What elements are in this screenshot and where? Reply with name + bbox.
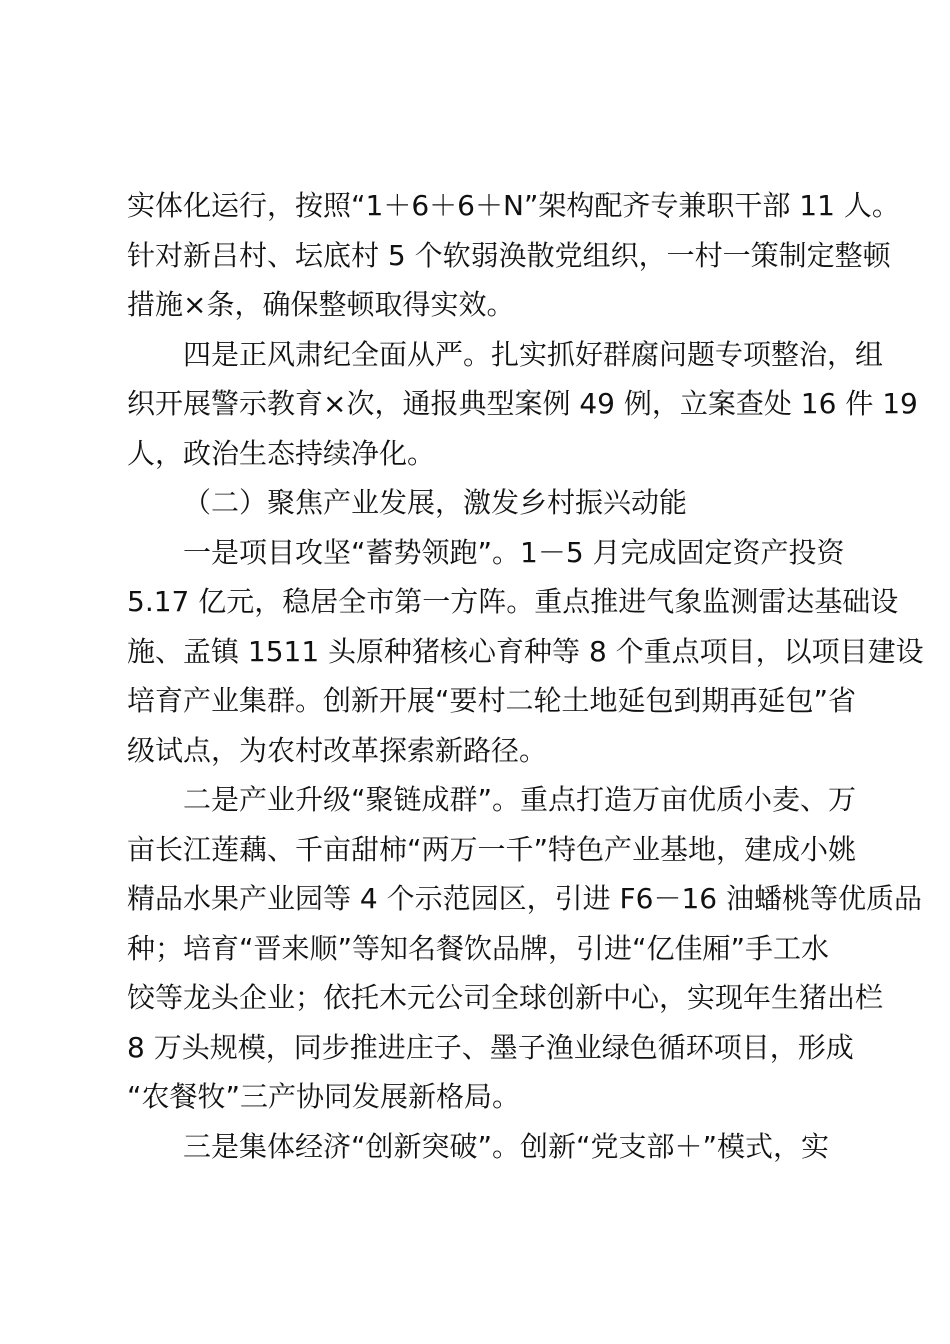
text-line: 实体化运行，按照“1＋6＋6＋N”架构配齐专兼职干部 11 人。 xyxy=(127,189,900,222)
paragraph-heading-line: 一是项目攻坚“蓄势领跑”。1－5 月完成固定资产投资 xyxy=(183,535,845,569)
text-line: 精品水果产业园等 4 个示范园区，引进 F6－16 油蟠桃等优质品 xyxy=(127,882,922,915)
paragraph-heading-line: 四是正风肃纪全面从严。扎实抓好群腐问题专项整治，组 xyxy=(183,337,884,371)
text-line: 种；培育“晋来顺”等知名餐饮品牌，引进“亿佳厢”手工水 xyxy=(127,931,830,965)
paragraph-heading-line: 二是产业升级“聚链成群”。重点打造万亩优质小麦、万 xyxy=(183,783,857,816)
text-line: 措施×条，确保整顿取得实效。 xyxy=(127,288,515,321)
text-line: 亩长江莲藕、千亩甜柿“两万一千”特色产业基地，建成小姚 xyxy=(127,832,857,866)
paragraph-heading-line: 三是集体经济“创新突破”。创新“党支部＋”模式，实 xyxy=(183,1129,830,1163)
text-line: “农餐牧”三产协同发展新格局。 xyxy=(127,1080,521,1113)
text-line: 级试点，为农村改革探索新路径。 xyxy=(127,733,548,767)
text-line: 培育产业集群。创新开展“要村二轮土地延包到期再延包”省 xyxy=(127,684,857,717)
text-line: 人，政治生态持续净化。 xyxy=(127,436,436,470)
text-line: 针对新吕村、坛底村 5 个软弱涣散党组织，一村一策制定整顿 xyxy=(127,238,891,272)
text-line: 织开展警示教育×次，通报典型案例 49 例，立案查处 16 件 19 xyxy=(127,387,918,420)
text-line: 8 万头规模，同步推进庄子、墨子渔业绿色循环项目，形成 xyxy=(127,1030,854,1064)
section-heading: （二）聚焦产业发展，激发乡村振兴动能 xyxy=(183,486,688,519)
text-line: 饺等龙头企业；依托木元公司全球创新中心，实现年生猪出栏 xyxy=(127,981,884,1014)
text-line: 5.17 亿元，稳居全市第一方阵。重点推进气象监测雷达基础设 xyxy=(127,585,899,618)
text-line: 施、孟镇 1511 头原种猪核心育种等 8 个重点项目，以项目建设 xyxy=(127,634,924,668)
document-body xyxy=(127,181,924,1171)
